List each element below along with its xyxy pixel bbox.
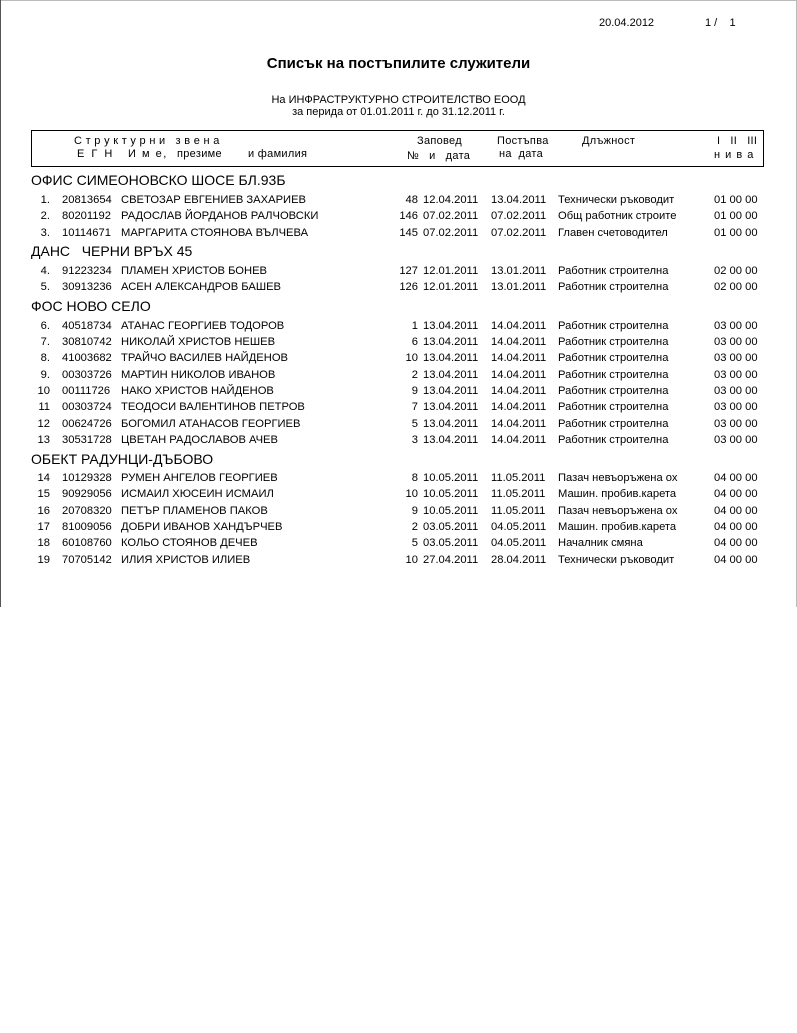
col-header-egn: Е Г Н [77, 148, 115, 160]
row-levels: 04 00 00 [714, 472, 758, 484]
row-order-date: 13.04.2011 [423, 401, 479, 413]
row-start-date: 13.04.2011 [491, 194, 547, 206]
col-header-start-sub: на дата [499, 148, 544, 160]
row-levels: 04 00 00 [714, 505, 758, 517]
row-number: 11 [38, 401, 50, 413]
row-levels: 02 00 00 [714, 265, 758, 277]
row-start-date: 14.04.2011 [491, 320, 547, 332]
row-order-number: 145 [399, 227, 418, 239]
col-header-name-last: и фамилия [248, 148, 308, 160]
table-row [0, 352, 797, 368]
row-number: 19 [37, 554, 50, 566]
row-levels: 02 00 00 [714, 281, 758, 293]
row-order-date: 10.05.2011 [423, 472, 479, 484]
row-name: БОГОМИЛ АТАНАСОВ ГЕОРГИЕВ [121, 418, 301, 430]
row-name: МАРТИН НИКОЛОВ ИВАНОВ [121, 369, 276, 381]
row-egn: 80201192 [62, 210, 111, 222]
report-title: Списък на постъпилите служители [266, 55, 531, 72]
row-position: Работник строителна [558, 281, 669, 293]
row-number: 6. [40, 320, 50, 332]
table-row [0, 194, 797, 210]
row-start-date: 14.04.2011 [491, 336, 547, 348]
row-position: Работник строителна [558, 401, 669, 413]
col-header-position: Длъжност [582, 135, 636, 147]
row-levels: 04 00 00 [714, 488, 758, 500]
row-position: Пазач невъоръжена ох [558, 472, 678, 484]
section-heading: ДАНС ЧЕРНИ ВРЪХ 45 [31, 243, 193, 259]
row-egn: 10114671 [62, 227, 111, 239]
row-name: ДОБРИ ИВАНОВ ХАНДЪРЧЕВ [121, 521, 283, 533]
row-order-date: 13.04.2011 [423, 385, 479, 397]
row-levels: 03 00 00 [714, 320, 758, 332]
row-position: Работник строителна [558, 336, 669, 348]
row-egn: 30913236 [62, 281, 112, 293]
row-egn: 41003682 [62, 352, 112, 364]
table-row [0, 320, 797, 336]
row-order-number: 1 [411, 320, 418, 332]
row-order-date: 13.04.2011 [423, 352, 479, 364]
row-order-number: 146 [399, 210, 418, 222]
row-egn: 10129328 [62, 472, 112, 484]
row-order-date: 12.04.2011 [423, 194, 479, 206]
row-order-number: 126 [399, 281, 418, 293]
row-order-number: 2 [411, 369, 418, 381]
row-position: Машин. пробив.карета [558, 521, 677, 533]
page-edge-top [0, 0, 797, 1]
row-levels: 01 00 00 [714, 194, 758, 206]
row-position: Работник строителна [558, 385, 669, 397]
row-name: РУМЕН АНГЕЛОВ ГЕОРГИЕВ [121, 472, 278, 484]
row-position: Работник строителна [558, 320, 669, 332]
row-start-date: 14.04.2011 [491, 352, 547, 364]
col-header-levels-sub: н и в а [714, 149, 755, 161]
row-order-number: 2 [411, 521, 418, 533]
row-levels: 03 00 00 [714, 336, 758, 348]
row-order-date: 10.05.2011 [423, 488, 479, 500]
section-heading: ФОС НОВО СЕЛО [31, 298, 151, 314]
row-egn: 40518734 [62, 320, 112, 332]
row-name: ЦВЕТАН РАДОСЛАВОВ АЧЕВ [121, 434, 278, 446]
row-number: 13 [37, 434, 50, 446]
row-start-date: 14.04.2011 [491, 418, 547, 430]
table-row [0, 488, 797, 504]
row-name: ИЛИЯ ХРИСТОВ ИЛИЕВ [121, 554, 251, 566]
row-order-number: 9 [411, 385, 418, 397]
row-order-number: 8 [411, 472, 418, 484]
row-position: Пазач невъоръжена ох [558, 505, 678, 517]
col-header-units: С т р у к т у р н и з в е н а [74, 135, 220, 147]
row-egn: 70705142 [62, 554, 112, 566]
row-number: 7. [40, 336, 50, 348]
row-start-date: 14.04.2011 [491, 369, 547, 381]
col-header-levels: I II III [717, 135, 758, 147]
row-egn: 30810742 [62, 336, 112, 348]
table-row [0, 434, 797, 450]
section-heading: ОБЕКТ РАДУНЦИ-ДЪБОВО [31, 451, 214, 467]
row-egn: 00303726 [62, 369, 112, 381]
table-row [0, 537, 797, 553]
row-egn: 00303724 [62, 401, 112, 413]
row-order-number: 5 [411, 537, 418, 549]
row-number: 16 [37, 505, 50, 517]
row-position: Работник строителна [558, 434, 669, 446]
row-levels: 03 00 00 [714, 369, 758, 381]
row-name: НАКО ХРИСТОВ НАЙДЕНОВ [121, 385, 274, 397]
row-levels: 03 00 00 [714, 401, 758, 413]
row-number: 14 [37, 472, 50, 484]
table-row [0, 265, 797, 281]
row-name: НИКОЛАЙ ХРИСТОВ НЕШЕВ [121, 336, 276, 348]
row-number: 1. [40, 194, 50, 206]
row-start-date: 11.05.2011 [491, 505, 546, 517]
row-position: Главен счетоводител [558, 227, 668, 239]
table-row [0, 418, 797, 434]
row-name: СВЕТОЗАР ЕВГЕНИЕВ ЗАХАРИЕВ [121, 194, 306, 206]
row-start-date: 14.04.2011 [491, 434, 547, 446]
table-row [0, 385, 797, 401]
row-levels: 04 00 00 [714, 537, 758, 549]
row-number: 17 [37, 521, 50, 533]
row-order-date: 27.04.2011 [423, 554, 479, 566]
row-order-date: 10.05.2011 [423, 505, 479, 517]
col-header-start: Постъпва [497, 135, 549, 147]
row-order-number: 10 [405, 488, 418, 500]
row-position: Работник строителна [558, 352, 669, 364]
row-name: АСЕН АЛЕКСАНДРОВ БАШЕВ [121, 281, 282, 293]
row-levels: 03 00 00 [714, 385, 758, 397]
page-number: 1 / 1 [705, 17, 736, 29]
row-levels: 03 00 00 [714, 418, 758, 430]
row-start-date: 28.04.2011 [491, 554, 547, 566]
table-row [0, 505, 797, 521]
row-order-date: 13.04.2011 [423, 336, 479, 348]
period-line: за перида от 01.01.2011 г. до 31.12.2011 г. [292, 106, 505, 118]
row-start-date: 11.05.2011 [491, 472, 546, 484]
row-egn: 60108760 [62, 537, 112, 549]
row-order-number: 5 [411, 418, 418, 430]
row-position: Технически ръководит [558, 554, 675, 566]
table-row [0, 521, 797, 537]
col-header-order-sub: № и дата [407, 150, 471, 162]
row-start-date: 14.04.2011 [491, 401, 547, 413]
col-header-order: Заповед [417, 135, 462, 147]
row-order-date: 13.04.2011 [423, 434, 479, 446]
table-row [0, 369, 797, 385]
row-order-date: 07.02.2011 [423, 227, 479, 239]
row-number: 2. [40, 210, 50, 222]
row-position: Технически ръководит [558, 194, 675, 206]
row-number: 15 [37, 488, 50, 500]
row-number: 12 [37, 418, 50, 430]
row-order-number: 9 [411, 505, 418, 517]
row-order-number: 10 [405, 352, 418, 364]
row-position: Работник строителна [558, 369, 669, 381]
row-number: 5. [40, 281, 50, 293]
row-levels: 03 00 00 [714, 352, 758, 364]
row-order-number: 7 [411, 401, 418, 413]
row-order-date: 07.02.2011 [423, 210, 479, 222]
row-order-date: 13.04.2011 [423, 418, 479, 430]
row-name: МАРГАРИТА СТОЯНОВА ВЪЛЧЕВА [121, 227, 309, 239]
row-number: 4. [40, 265, 50, 277]
row-position: Машин. пробив.карета [558, 488, 677, 500]
row-number: 18 [37, 537, 50, 549]
table-row [0, 401, 797, 417]
table-row [0, 210, 797, 226]
company-line: На ИНФРАСТРУКТУРНО СТРОИТЕЛСТВО ЕООД [271, 94, 526, 106]
row-order-number: 6 [411, 336, 418, 348]
row-number: 3. [40, 227, 50, 239]
row-order-number: 10 [405, 554, 418, 566]
row-start-date: 04.05.2011 [491, 537, 547, 549]
row-position: Работник строителна [558, 265, 669, 277]
row-name: АТАНАС ГЕОРГИЕВ ТОДОРОВ [121, 320, 285, 332]
col-header-name-middle: презиме [177, 148, 222, 160]
row-start-date: 07.02.2011 [491, 210, 547, 222]
row-levels: 03 00 00 [714, 434, 758, 446]
row-start-date: 11.05.2011 [491, 488, 546, 500]
row-number: 10 [37, 385, 50, 397]
row-egn: 91223234 [62, 265, 112, 277]
row-egn: 20708320 [62, 505, 112, 517]
table-row [0, 281, 797, 297]
row-start-date: 14.04.2011 [491, 385, 547, 397]
row-order-date: 13.04.2011 [423, 320, 479, 332]
row-order-date: 12.01.2011 [423, 265, 479, 277]
row-levels: 04 00 00 [714, 521, 758, 533]
row-levels: 04 00 00 [714, 554, 758, 566]
section-heading: ОФИС СИМЕОНОВСКО ШОСЕ БЛ.93Б [31, 172, 286, 188]
row-levels: 01 00 00 [714, 210, 758, 222]
row-name: ПЛАМЕН ХРИСТОВ БОНЕВ [121, 265, 268, 277]
table-row [0, 336, 797, 352]
table-row [0, 472, 797, 488]
row-order-number: 3 [411, 434, 418, 446]
table-row [0, 227, 797, 243]
row-position: Началник смяна [558, 537, 643, 549]
row-order-date: 03.05.2011 [423, 521, 479, 533]
row-egn: 90929056 [62, 488, 112, 500]
row-egn: 00624726 [62, 418, 112, 430]
row-levels: 01 00 00 [714, 227, 758, 239]
row-start-date: 07.02.2011 [491, 227, 547, 239]
row-egn: 30531728 [62, 434, 112, 446]
row-order-number: 127 [399, 265, 418, 277]
table-row [0, 554, 797, 570]
row-egn: 81009056 [62, 521, 112, 533]
row-egn: 00111726 [62, 385, 111, 397]
row-number: 9. [40, 369, 50, 381]
col-header-name-first: И м е, [128, 148, 168, 160]
row-egn: 20813654 [62, 194, 112, 206]
row-name: ПЕТЪР ПЛАМЕНОВ ПАКОВ [121, 505, 268, 517]
row-order-number: 48 [405, 194, 418, 206]
row-number: 8. [40, 352, 50, 364]
row-order-date: 13.04.2011 [423, 369, 479, 381]
row-name: ТРАЙЧО ВАСИЛЕВ НАЙДЕНОВ [121, 352, 288, 364]
row-name: КОЛЬО СТОЯНОВ ДЕЧЕВ [121, 537, 258, 549]
row-start-date: 13.01.2011 [491, 265, 547, 277]
row-start-date: 13.01.2011 [491, 281, 547, 293]
row-name: РАДОСЛАВ ЙОРДАНОВ РАЛЧОВСКИ [121, 210, 319, 222]
row-position: Общ работник строите [558, 210, 677, 222]
row-position: Работник строителна [558, 418, 669, 430]
row-name: ИСМАИЛ ХЮСЕИН ИСМАИЛ [121, 488, 274, 500]
row-order-date: 03.05.2011 [423, 537, 479, 549]
print-date: 20.04.2012 [599, 17, 655, 29]
row-start-date: 04.05.2011 [491, 521, 547, 533]
row-order-date: 12.01.2011 [423, 281, 479, 293]
row-name: ТЕОДОСИ ВАЛЕНТИНОВ ПЕТРОВ [121, 401, 305, 413]
